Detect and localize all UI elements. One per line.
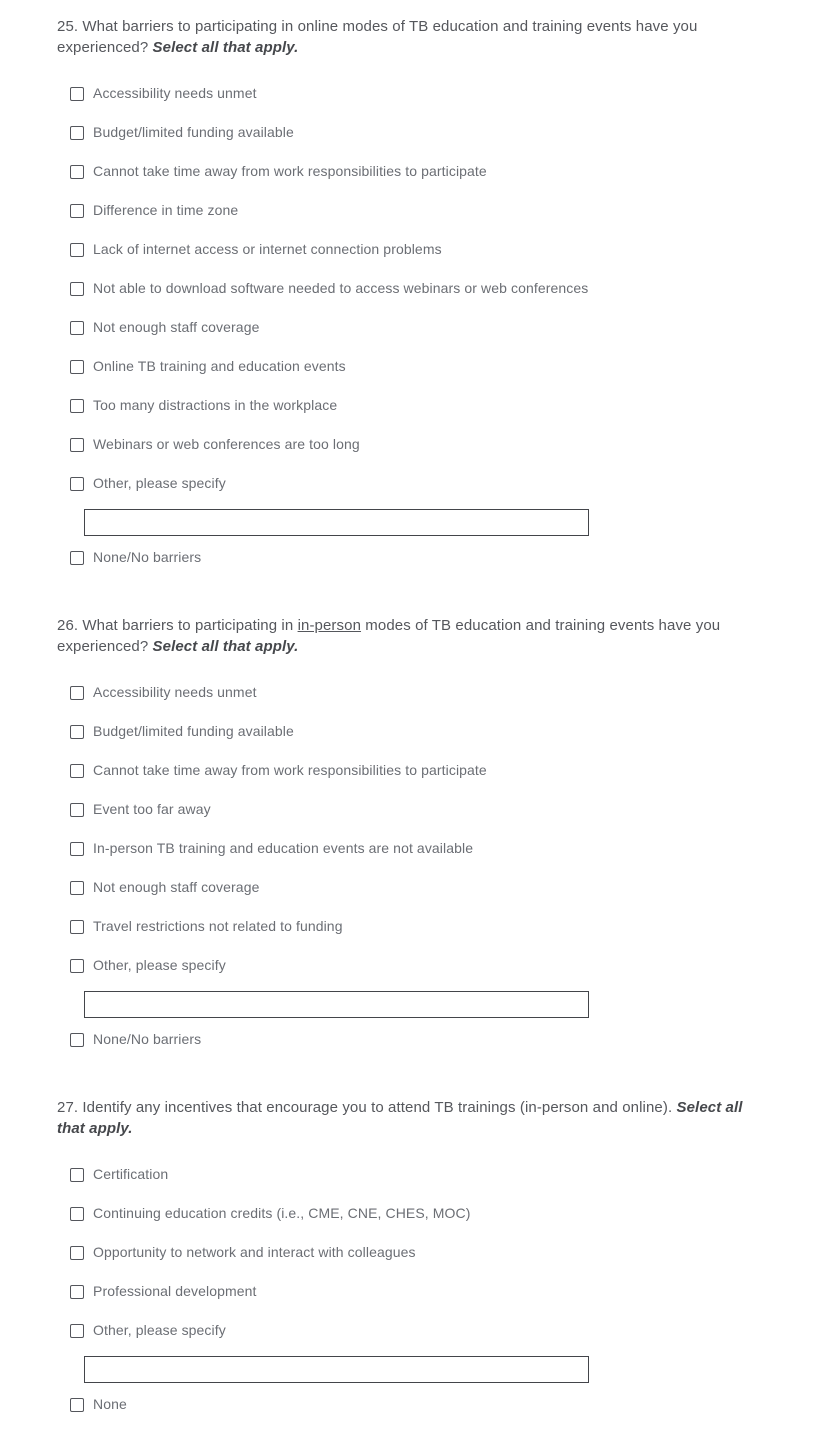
checkbox-option-row[interactable] bbox=[70, 724, 795, 739]
checkbox-icon[interactable] bbox=[70, 842, 84, 856]
checkbox-option-label: Not enough staff coverage bbox=[93, 879, 260, 895]
checkbox-icon[interactable] bbox=[70, 1207, 84, 1221]
checkbox-option-label: Other, please specify bbox=[93, 957, 226, 973]
question-heading bbox=[57, 16, 769, 58]
checkbox-icon[interactable] bbox=[70, 551, 84, 565]
checkbox-icon[interactable] bbox=[70, 959, 84, 973]
checkbox-option-row[interactable] bbox=[70, 320, 795, 335]
checkbox-option-row[interactable] bbox=[70, 550, 795, 565]
checkbox-option-row[interactable] bbox=[70, 1167, 795, 1182]
question-heading-segment: modes of TB education and training events have you experienced? bbox=[57, 617, 721, 655]
question-heading-segment: Select all that apply. bbox=[152, 638, 299, 655]
checkbox-option-row[interactable] bbox=[70, 1245, 795, 1260]
checkbox-option-label: Cannot take time away from work responsibilities to participate bbox=[93, 762, 487, 778]
checkbox-option-label: Event too far away bbox=[93, 801, 211, 817]
checkbox-icon[interactable] bbox=[70, 725, 84, 739]
question-heading-segment: 26. What barriers to participating in bbox=[57, 617, 298, 634]
question-heading bbox=[57, 615, 769, 657]
checkbox-option-label: In-person TB training and education events are not available bbox=[93, 840, 474, 856]
checkbox-option-row[interactable] bbox=[70, 802, 795, 817]
checkbox-icon[interactable] bbox=[70, 204, 84, 218]
question-options bbox=[70, 685, 795, 1047]
checkbox-option-label: Not enough staff coverage bbox=[93, 319, 260, 335]
checkbox-option-label: Other, please specify bbox=[93, 1322, 226, 1338]
checkbox-icon[interactable] bbox=[70, 1324, 84, 1338]
checkbox-option-row[interactable] bbox=[70, 685, 795, 700]
checkbox-option-label: Other, please specify bbox=[93, 475, 226, 491]
checkbox-icon[interactable] bbox=[70, 399, 84, 413]
other-specify-input[interactable] bbox=[84, 991, 589, 1018]
checkbox-option-row[interactable] bbox=[70, 1284, 795, 1299]
checkbox-option-label: Certification bbox=[93, 1166, 169, 1182]
other-specify-input[interactable] bbox=[84, 1356, 589, 1383]
checkbox-icon[interactable] bbox=[70, 1033, 84, 1047]
checkbox-option-label: Cannot take time away from work responsibilities to participate bbox=[93, 163, 487, 179]
checkbox-option-label: Not able to download software needed to access webinars or web conferences bbox=[93, 280, 589, 296]
checkbox-icon[interactable] bbox=[70, 438, 84, 452]
question-heading-segment: Select all that apply. bbox=[152, 39, 299, 56]
checkbox-option-row[interactable] bbox=[70, 164, 795, 179]
question-26 bbox=[57, 615, 795, 1047]
checkbox-icon[interactable] bbox=[70, 881, 84, 895]
checkbox-option-row[interactable] bbox=[70, 359, 795, 374]
checkbox-option-label: Opportunity to network and interact with colleagues bbox=[93, 1244, 416, 1260]
checkbox-option-label: Online TB training and education events bbox=[93, 358, 346, 374]
checkbox-option-row[interactable] bbox=[70, 1397, 795, 1412]
checkbox-icon[interactable] bbox=[70, 803, 84, 817]
question-27 bbox=[57, 1097, 795, 1412]
question-25 bbox=[57, 16, 795, 565]
other-specify-input[interactable] bbox=[84, 509, 589, 536]
checkbox-option-row[interactable] bbox=[70, 880, 795, 895]
checkbox-icon[interactable] bbox=[70, 1398, 84, 1412]
checkbox-option-label: None/No barriers bbox=[93, 1031, 202, 1047]
checkbox-option-row[interactable] bbox=[70, 437, 795, 452]
checkbox-option-row[interactable] bbox=[70, 1206, 795, 1221]
checkbox-option-label: Lack of internet access or internet connection problems bbox=[93, 241, 442, 257]
checkbox-icon[interactable] bbox=[70, 920, 84, 934]
checkbox-option-row[interactable] bbox=[70, 1032, 795, 1047]
other-specify-input-row bbox=[84, 1356, 795, 1383]
checkbox-option-row[interactable] bbox=[70, 763, 795, 778]
checkbox-option-row[interactable] bbox=[70, 1323, 795, 1338]
checkbox-icon[interactable] bbox=[70, 360, 84, 374]
checkbox-option-row[interactable] bbox=[70, 86, 795, 101]
checkbox-option-row[interactable] bbox=[70, 476, 795, 491]
checkbox-icon[interactable] bbox=[70, 477, 84, 491]
checkbox-option-label: Professional development bbox=[93, 1283, 257, 1299]
checkbox-option-label: None bbox=[93, 1396, 127, 1412]
checkbox-option-row[interactable] bbox=[70, 958, 795, 973]
checkbox-option-label: Travel restrictions not related to funding bbox=[93, 918, 343, 934]
checkbox-option-label: Too many distractions in the workplace bbox=[93, 397, 338, 413]
checkbox-option-label: Accessibility needs unmet bbox=[93, 85, 257, 101]
checkbox-icon[interactable] bbox=[70, 1285, 84, 1299]
checkbox-icon[interactable] bbox=[70, 1168, 84, 1182]
checkbox-option-label: Budget/limited funding available bbox=[93, 124, 294, 140]
question-heading-segment: in-person bbox=[297, 617, 362, 634]
checkbox-option-label: Accessibility needs unmet bbox=[93, 684, 257, 700]
question-heading bbox=[57, 1097, 769, 1139]
checkbox-option-row[interactable] bbox=[70, 125, 795, 140]
checkbox-option-row[interactable] bbox=[70, 398, 795, 413]
other-specify-input-row bbox=[84, 509, 795, 536]
checkbox-option-row[interactable] bbox=[70, 841, 795, 856]
question-options bbox=[70, 1167, 795, 1412]
checkbox-icon[interactable] bbox=[70, 764, 84, 778]
checkbox-option-row[interactable] bbox=[70, 203, 795, 218]
checkbox-option-label: Difference in time zone bbox=[93, 202, 239, 218]
question-heading-segment: 27. Identify any incentives that encourage you to attend TB trainings (in-person and online). bbox=[57, 1099, 677, 1116]
checkbox-icon[interactable] bbox=[70, 1246, 84, 1260]
checkbox-icon[interactable] bbox=[70, 87, 84, 101]
checkbox-icon[interactable] bbox=[70, 321, 84, 335]
checkbox-icon[interactable] bbox=[70, 165, 84, 179]
question-heading-segment: 25. What barriers to participating in online modes of TB education and training events have you experienced? bbox=[57, 18, 698, 56]
checkbox-option-label: Continuing education credits (i.e., CME, CNE, CHES, MOC) bbox=[93, 1205, 471, 1221]
checkbox-option-row[interactable] bbox=[70, 919, 795, 934]
checkbox-option-label: Webinars or web conferences are too long bbox=[93, 436, 360, 452]
question-options bbox=[70, 86, 795, 565]
checkbox-icon[interactable] bbox=[70, 686, 84, 700]
question-heading-segment: Select all that apply. bbox=[57, 1099, 743, 1137]
other-specify-input-row bbox=[84, 991, 795, 1018]
checkbox-icon[interactable] bbox=[70, 282, 84, 296]
checkbox-icon[interactable] bbox=[70, 126, 84, 140]
checkbox-icon[interactable] bbox=[70, 243, 84, 257]
checkbox-option-label: Budget/limited funding available bbox=[93, 723, 294, 739]
checkbox-option-label: None/No barriers bbox=[93, 549, 202, 565]
checkbox-option-row[interactable] bbox=[70, 242, 795, 257]
checkbox-option-row[interactable] bbox=[70, 281, 795, 296]
